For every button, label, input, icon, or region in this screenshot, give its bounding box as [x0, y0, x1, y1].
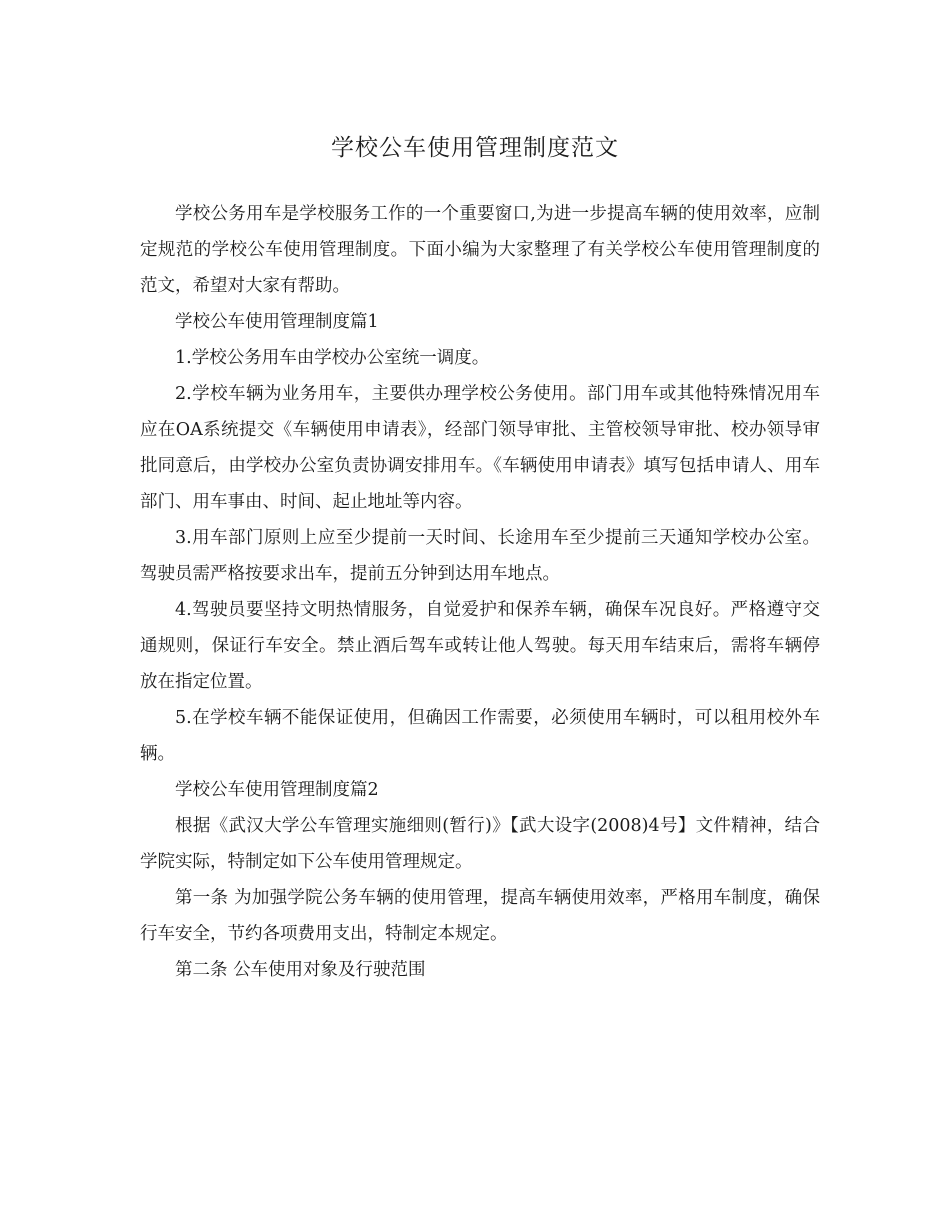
section-heading-part-1: 学校公车使用管理制度篇1 [175, 312, 379, 332]
paragraph-item-3: 3.用车部门原则上应至少提前一天时间、长途用车至少提前三天通知学校办公室。驾驶员需严格按要求出车，提前五分钟到达用车地点。 [140, 528, 820, 584]
document-title: 学校公车使用管理制度范文 [331, 135, 619, 161]
paragraph-item-2: 2.学校车辆为业务用车，主要供办理学校公务使用。部门用车或其他特殊情况用车应在OA系统提交《车辆使用申请表》，经部门领导审批、主管校领导审批、校办领导审批同意后，由学校办公室负责协调安排用车。《车辆使用申请表》填写包括申请人、用车部门、用车事由、时间、起止地址等内容。 [140, 384, 820, 512]
paragraph-intro: 学校公务用车是学校服务工作的一个重要窗口,为进一步提高车辆的使用效率，应制定规范的学校公车使用管理制度。下面小编为大家整理了有关学校公车使用管理制度的范文，希望对大家有帮助。 [140, 204, 820, 296]
paragraph-article-1: 第一条 为加强学院公务车辆的使用管理，提高车辆使用效率，严格用车制度，确保行车安全，节约各项费用支出，特制定本规定。 [140, 888, 820, 944]
paragraph-item-1: 1.学校公务用车由学校办公室统一调度。 [175, 348, 490, 368]
paragraph-basis: 根据《武汉大学公车管理实施细则(暂行)》【武大设字(2008)4号】文件精神，结合学院实际，特制定如下公车使用管理规定。 [140, 816, 820, 872]
document-body [140, 196, 820, 988]
paragraph-item-5: 5.在学校车辆不能保证使用，但确因工作需要，必须使用车辆时，可以租用校外车辆。 [140, 708, 820, 764]
paragraph-item-4: 4.驾驶员要坚持文明热情服务，自觉爱护和保养车辆，确保车况良好。严格遵守交通规则，保证行车安全。禁止酒后驾车或转让他人驾驶。每天用车结束后，需将车辆停放在指定位置。 [140, 600, 820, 692]
paragraph-article-2: 第二条 公车使用对象及行驶范围 [175, 960, 426, 980]
section-heading-part-2: 学校公车使用管理制度篇2 [175, 780, 379, 800]
